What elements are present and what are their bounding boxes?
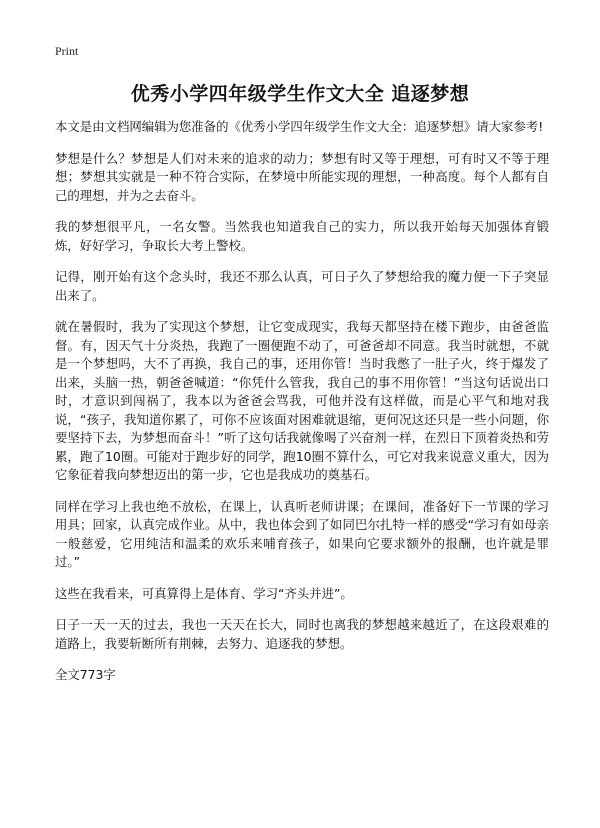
article-body [55,118,549,685]
body-paragraph: 我的梦想很平凡，一名女警。当然我也知道我自己的实力，所以我开始每天加强体育锻炼，好好学习，争取长大考上警校。 [55,219,549,253]
article-title: 优秀小学四年级学生作文大全 追逐梦想 [130,83,470,105]
body-paragraph: 日子一天一天的过去，我也一天天在长大，同时也离我的梦想越来越近了，在这段艰难的道路上，我要斩断所有荆棘，去努力、追逐我的梦想。 [55,617,549,651]
body-paragraph: 记得，刚开始有这个念头时，我还不那么认真，可日子久了梦想给我的魔力便一下子突显出来了。 [55,269,549,303]
body-paragraph: 梦想是什么？梦想是人们对未来的追求的动力；梦想有时又等于理想，可有时又不等于理想；梦想其实就是一种不符合实际，在梦境中所能实现的理想，一种高度。每个人都有自己的理想，并为之去奋斗。 [55,150,549,203]
intro-paragraph: 本文是由文档网编辑为您准备的《优秀小学四年级学生作文大全：追逐梦想》请大家参考! [55,119,544,134]
word-count: 全文773字 [55,667,116,682]
body-paragraph: 就在暑假时，我为了实现这个梦想，让它变成现实，我每天都坚持在楼下跑步，由爸爸监督。有，因天气十分炎热，我跑了一圈便跑不动了，可爸爸却不同意。我当时就想，不就是一个梦想吗，大不了再换，我自己的事，还用你管！当时我憋了一肚子火，终于爆发了出来，头脑一热，朝爸爸喊道：“你凭什么管我，我自己的事不用你管！”当这句话说出口时，才意识到闯祸了，我本以为爸爸会骂我，可他并没有这样做，而是心平气和地对我说，“孩子，我知道你累了，可你不应该面对困难就退缩，更何况这还只是一些小问题，你要坚持下去，为梦想而奋斗！”听了这句话我就像喝了兴奋剂一样，在烈日下顶着炎热和劳累，跑了10圈。可能对于跑步好的同学，跑10圈不算什么，可它对我来说意义重大，因为它象征着我向梦想迈出的第一步，它也是我成功的奠基石。 [55,319,549,482]
print-link[interactable]: Print [55,44,79,58]
body-paragraph: 同样在学习上我也绝不放松，在课上，认真听老师讲课；在课间，准备好下一节课的学习用具；回家，认真完成作业。从中，我也体会到了如同巴尔扎特一样的感受“学习有如母亲一般慈爱，它用纯洁和温柔的欢乐来哺育孩子，如果向它要求额外的报酬，也许就是罪过。” [55,498,549,569]
body-paragraph: 这些在我看来，可真算得上是体育、学习“齐头并进”。 [55,585,353,601]
